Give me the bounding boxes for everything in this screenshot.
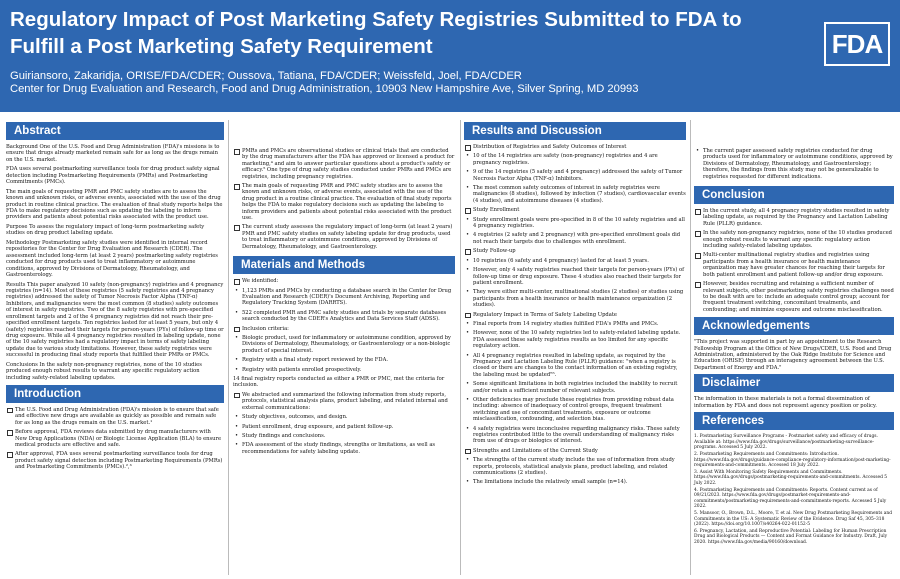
column-3: [464, 120, 686, 489]
results-item: • They were either multi-center, multinational studies (2 studies) or studies using participants from a health insurance or health maintenance organization (2 studies).: [464, 289, 686, 308]
reference-item: 5. Mansoor, O., Brown, D.L., Moore, T. et al. New Drug Postmarketing Requirements and Commitments in the US: A Systematic Review of the Evidence. Drug Saf 45, 305–318 (2022). https://doi.org/10.1007/s40264-022-01152-5: [694, 511, 893, 527]
intro-item: The U.S. Food and Drug Administration (FDA)'s mission is to ensure that safe and effective new drugs are available as quickly as possible and remain safe for as long as the drugs remain on the U.S. market.¹: [6, 407, 224, 426]
methods-item: We abstracted and summarized the following information from study reports, protocols, statistical analysis plans, product labeling, and related internal and external communications:: [233, 392, 455, 411]
results-item: • 9 of the 14 registries (5 safety and 4 pregnancy) addressed the safety of Tumor Necrosis Factor Alpha (TNF-α) Inhibitors.: [464, 169, 686, 182]
methods-sub: • Registry with patients enrolled prospectively.: [233, 367, 455, 373]
abstract-heading: Abstract: [6, 122, 224, 140]
conclusion-item: Multi-center multinational registry studies and registries using participants from a health insurance or health maintenance organization may have greater chances for reaching their targets for both patient enrollment and patient follow-up and/or drug exposure.: [694, 252, 894, 278]
intro-item: The current study assesses the regulatory impact of long-term (at least 2 years) PMR and PMC safety studies on safety labeling update for drug products, used to treat inflammatory or autoimmune conditions, approved by Divisions of Dermatology, Rheumatology, and Gastroenterology.: [233, 224, 455, 250]
results-item: • The current paper assessed safety registries conducted for drug products used for inflammatory or autoimmune conditions, approved by Divisions of Dermatology, Rheumatology, and Gastroenterology; therefore, the findings from this study may not be generalizable to registries requested for different indications.: [694, 148, 894, 180]
results-heading: Results and Discussion: [464, 122, 686, 140]
results-item: • The strengths of the current study include the use of information from study reports, protocols, statistical analysis plans, product labeling, and related communications (2 studies).: [464, 457, 686, 476]
disclaimer-text: The information in these materials is not a formal dissemination of information by FDA and does not represent agency position or policy.: [694, 396, 877, 409]
authors-line: Guiriansoro, Zakaridja, ORISE/FDA/CDER; Oussova, Tatiana, FDA/CDER; Weissfeld, Joel, FDA/CDER: [10, 70, 522, 82]
disclaimer-heading: Disclaimer: [694, 374, 894, 392]
abstract-para: Background One of the U.S. Food and Drug Administration (FDA)'s missions is to ensure that drugs already marketed remain safe for as long as the drugs remain on the U.S. market.: [6, 144, 220, 163]
intro-item: PMRs and PMCs are observational studies or clinical trials that are conducted by the drug manufacturers after the FDA has approved or licensed a product for marketing,⁴ and aim to answer particular questions about a product's safety or efficacy.⁵ One type of drug safety studies conducted under PMRs and PMCs are registries, including pregnancy registries.: [233, 148, 455, 180]
results-item: • Study enrollment goals were pre-specified in 8 of the 10 safety registries and all 4 pregnancy registries.: [464, 217, 686, 230]
conclusion-heading: Conclusion: [694, 186, 894, 204]
results-item: • 4 safety registries were inconclusive regarding malignancy risks. These safety registries contributed little to the overall understanding of malignancy risks from use of drugs or biologics of interest.: [464, 426, 686, 445]
methods-sub: • FDA assessment of the study findings, strengths or limitations, as well as recommendations for safety labeling update.: [233, 442, 455, 455]
results-item: • However, none of the 10 safety registries led to safety-related labeling update. FDA assessed these safety registries results as too limited for any specific regulatory action.: [464, 330, 686, 349]
abstract-para: Methodology Postmarketing safety studies were identified in internal record repositories for the Center for Drug Evaluation and Research (CDER). The assessment included long-term (at least 2 years) postmarketing safety registries conducted for drug products used to treat inflammatory or autoimmune conditions, approved by Divisions of Dermatology, Rheumatology, and Gastroenterology.: [6, 240, 218, 279]
abstract-para: Conclusions In the safety non-pregnancy registries, none of the 10 studies produced enough robust results to warrant any specific regulatory action including safety-related labeling updates.: [6, 361, 202, 381]
results-subhead: Study Enrollment: [464, 207, 686, 213]
methods-sub: • Biologic product, used for inflammatory or autoimmune condition, approved by Divisions of Dermatology, Rheumatology, or Gastroenterology or a non-biologic product of special interest.: [233, 335, 455, 354]
results-subhead: Strengths and Limitations of the Current Study: [464, 448, 686, 454]
fda-logo: FDA: [824, 22, 890, 66]
column-4: [694, 148, 894, 547]
reference-item: 2. Postmarketing Requirements and Commitments: Introduction. https://www.fda.gov/drugs/guidance-compliance-regulatory-information/post-marketing-requirements-and-commitments. Accessed 18 July 2022.: [694, 452, 891, 468]
abstract-para: Purpose To assess the regulatory impact of long-term postmarketing safety studies on drug product labeling update.: [6, 224, 205, 237]
methods-item: Inclusion criteria:: [233, 326, 455, 332]
column-divider: [460, 120, 461, 575]
conclusion-item: In the current study, all 4 pregnancy registry studies resulted in safety labeling update, as required by the Pregnancy and Lactation Labeling Rule (PLLR) guidance.: [694, 208, 894, 227]
poster-header: [0, 0, 900, 112]
poster-title: Regulatory Impact of Post Marketing Safety Registries Submitted to FDA to Fulfill a Post Marketing Safety Requirement: [10, 8, 742, 58]
results-item: • However, only 4 safety registries reached their targets for person-years (PYs) of follow-up time or drug exposure. These 4 studies also reached their targets for patient enrollment.: [464, 267, 686, 286]
results-item: • All 4 pregnancy registries resulted in labeling update, as required by the Pregnancy and Lactation Labeling Rule (PLLR) guidance: "when a registry is closed or there are changes to the contact information of an existing registry, the labeling must be updated"⁶.: [464, 353, 686, 379]
reference-item: 4. Postmarketing Requirements and Commitments: Reports. Content current as of 09/21/2023. https://www.fda.gov/drugs/postmarket-requirements-and-commitments/postmarketing-requirements-and-commitments-reports. Accessed 5 July 2022.: [694, 488, 887, 509]
results-subhead: Distribution of Registries and Safety Outcomes of Interest: [464, 144, 686, 150]
methods-sub: • Registry with a final study report reviewed by the FDA.: [233, 357, 455, 363]
results-item: • Final reports from 14 registry studies fulfilled FDA's PMRs and PMCs.: [464, 321, 686, 327]
column-1: [6, 120, 224, 474]
methods-heading: Materials and Methods: [233, 256, 455, 274]
methods-note: 14 final registry reports conducted as either a PMR or PMC, met the criteria for inclusion.: [233, 375, 445, 389]
intro-item: The main goals of requesting PMR and PMC safety studies are to assess the known and unknown risks, or adverse events, associated with the use of the drug product in a routine clinical practice. The evaluation of final study reports helps the FDA to make regulatory decisions such as updating the labeling to inform providers and patients about potential risks associated with the product use.: [233, 183, 455, 221]
column-divider: [228, 120, 229, 575]
affiliation-line: Center for Drug Evaluation and Research, Food and Drug Administration, 10903 New Hampshire Ave, Silver Spring, MD 20993: [10, 83, 639, 95]
column-divider: [690, 120, 691, 575]
column-2: [233, 148, 455, 458]
conclusion-item: However, besides recruiting and retaining a sufficient number of relevant subjects, other postmarketing safety registries challenges need to be dealt with are to: include an adequate control group; account for frequent treatment switching, concomitant treatments, and confounding; and minimize exposure and outcome misclassification.: [694, 281, 894, 313]
intro-item: Before approval, FDA reviews data submitted by drug manufacturers with New Drug Applications (NDA) or Biologic License Application (BLA) to ensure medical products are effective and safe.: [6, 429, 224, 448]
methods-item: We identified:: [233, 278, 455, 284]
introduction-heading: Introduction: [6, 385, 224, 403]
abstract-para: Results This paper analyzed 10 safety (non-pregnancy) registries and 4 pregnancy registries (n=14). Most of these registries (5 safety registries and 4 pregnancy registries) addressed the safety of Tumor Necrosis Factor Alpha (TNF-α) Inhibitors, and malignancies were the most common (8 studies) safety outcomes of interest in safety registries. Two of the 8 safety registries with pre-specified enrollment targets and 2 of the 4 pregnancy registries did not reach their pre-specified enrollment targets. Ten registries lasted for at least 5 years, but only 4 (safety) registries reached their targets for person-years (PYs) of follow-up time or drug exposure. While all 4 pregnancy registries resulted in labeling update, none of the 10 safety registries had a regulatory impact in terms of safety labeling update due to various study limitations. However, these safety registries were successful in producing final study reports that fulfilled their PMRs or PMCs.: [6, 281, 224, 359]
results-item: • 10 registries (6 safety and 4 pregnancy) lasted for at least 5 years.: [464, 258, 686, 264]
methods-sub: • Patient enrollment, drug exposure, and patient follow-up.: [233, 424, 455, 430]
reference-item: 3. Assist With Monitoring Safety Requirements and Commitments. https://www.fda.gov/drugs/postmarketing-requirements-and-commitments. Accessed 5 July 2022.: [694, 470, 888, 486]
methods-sub: • 1,123 PMRs and PMCs by conducting a database search in the Center for Drug Evaluation and Research (CDER)'s Document Archiving, Reporting and Regulatory Tracking System (DARRTS).: [233, 288, 455, 307]
methods-sub: • 522 completed PMR and PMC safety studies and trials by separate databases search conducted by the CDER's Analytics and Data Services Staff (ADSS).: [233, 310, 455, 323]
acknowledgements-text: "This project was supported in part by an appointment to the Research Fellowship Program at the Office of New Drugs/CDER, U.S. Food and Drug Administration, administered by the Oak Ridge Institute for Science and Education (ORISE) through an interagency agreement between the U.S. Department of Energy and FDA.": [694, 339, 892, 371]
author-block: [10, 70, 810, 96]
methods-sub: • Study findings and conclusions.: [233, 433, 455, 439]
reference-item: 6. Pregnancy, Lactation, and Reproductive Potential: Labeling for Human Prescription Drug and Biological Products — Content and Format Guidance for Industry. Draft, July 2020. https://www.fda.gov/media/90160/download.: [694, 529, 888, 545]
results-subhead: Study Follow-up: [464, 248, 686, 254]
reference-item: 1. Postmarketing Surveillance Programs - Postmarket safety and efficacy of drugs. Available at: https://www.fda.gov/drugs/surveillance/postmarketing-surveillance-programs. Accessed 5 July 2022.: [694, 434, 878, 450]
references-heading: References: [694, 412, 894, 430]
results-subhead: Regulatory Impact in Terms of Safety Labeling Update: [464, 312, 686, 318]
results-item: • Other deficiencies may preclude these registries from providing robust data including: absence of inadequacy of control groups, frequent treatment switching and use of concomitant treatments, exposure or outcome misclassification, confounding, and selection bias.: [464, 397, 686, 423]
methods-sub: • Study objectives, outcomes, and design.: [233, 414, 455, 420]
abstract-para: FDA uses several postmarketing surveillance tools for drug product safety signal detection including Postmarketing Requirements (PMRs) and Postmarketing Commitments (PMCs).: [6, 166, 220, 186]
abstract-para: The main goals of requesting PMR and PMC safety studies are to assess the known and unknown risks, or adverse events, associated with the use of the drug product in routine clinical practice. The evaluation of final study reports helps the FDA to make regulatory decisions such as updating the labeling to inform providers and patients about potential risks associated with the product use.: [6, 188, 223, 221]
results-item: • The most common safety outcomes of interest in safety registries were malignancies (8 studies), followed by infection (7 studies), cardiovascular events (4 studies), and autoimmune diseases (4 studies).: [464, 185, 686, 204]
acknowledgements-heading: Acknowledgements: [694, 317, 894, 335]
conclusion-item: In the safety non-pregnancy registries, none of the 10 studies produced enough robust results to warrant any specific regulatory action including safety-related labeling updates.: [694, 230, 894, 249]
results-item: • 4 registries (2 safety and 2 pregnancy) with pre-specified enrollment goals did not reach their targets due to challenges with enrollment.: [464, 232, 686, 245]
results-item: • Some significant limitations in both registries included the inability to recruit and/or retain a sufficient number of relevant subjects.: [464, 381, 686, 394]
results-item: • The limitations include the relatively small sample (n=14).: [464, 479, 686, 485]
intro-item: After approval, FDA uses several postmarketing surveillance tools for drug product safety signal detection including Postmarketing Requirements (PMRs) and Postmarketing Commitments (PMCs).²,³: [6, 451, 224, 470]
results-item: • 10 of the 14 registries are safety (non-pregnancy) registries and 4 are pregnancy registries.: [464, 153, 686, 166]
